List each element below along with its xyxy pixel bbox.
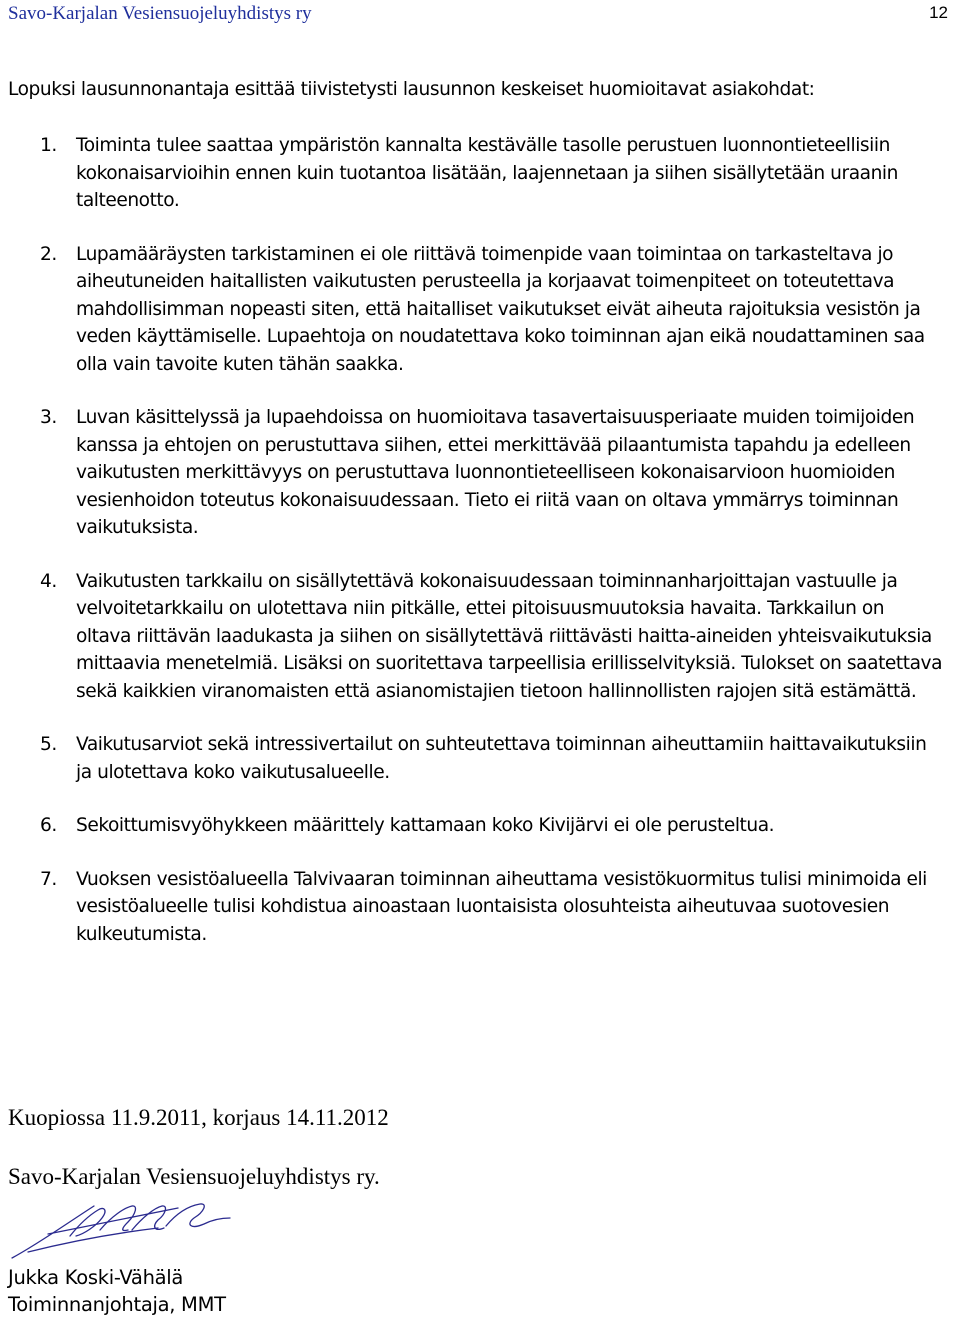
item-text: Luvan käsittelyssä ja lupaehdoissa on huomioitava tasavertaisuusperiaate muiden toimijoiden kanssa ja ehtojen on perustuttava siihen, ettei merkittävää pilaantumista tapahdu ja edelleen vaikutusten merkittävyys on perustuttava luonnontieteelliseen kokonaisarvioon huomioiden vesienhoidon toteutus kokonaisuudessaan. Tieto ei riitä vaan on oltava ymmärrys toiminnan vaikutuksista. [76, 407, 915, 538]
item-text: Lupamääräysten tarkistaminen ei ole riittävä toimenpide vaan toimintaa on tarkasteltava jo aiheutuneiden haitallisten vaikutusten perusteella ja korjaavat toimenpiteet on toteutettava mahdollisimman nopeasti siten, että haitalliset vaikutukset eivät aiheuta rajoituksia vesistön ja veden käyttämiselle. Lupaehtoja on noudatettava koko toiminnan ajan eikä noudattaminen saa olla vain tavoite kuten tähän saakka. [76, 243, 925, 375]
item-number: 2. [40, 243, 57, 265]
header-org-name: Savo-Karjalan Vesiensuojeluyhdistys ry [8, 3, 312, 24]
item-number: 3. [40, 407, 57, 428]
signer-title: Toiminnanjohtaja, MMT [8, 1293, 226, 1316]
list-item [0, 404, 960, 542]
conclusion-list [0, 132, 960, 974]
item-number: 7. [40, 868, 57, 890]
item-number: 4. [40, 570, 57, 592]
page-header [8, 3, 948, 27]
item-text: Toiminta tulee saattaa ympäristön kannalta kestävälle tasolle perustuen luonnontieteellisiin kokonaisarvioihin ennen kuin tuotantoa lisätään, laajennetaan ja siihen sisällytetään uraanin talteenotto. [76, 135, 898, 211]
list-item [0, 866, 960, 949]
item-number: 6. [40, 815, 57, 836]
item-number: 5. [40, 734, 57, 755]
place-date: Kuopiossa 11.9.2011, korjaus 14.11.2012 [8, 1105, 389, 1130]
item-text: Vaikutusarviot sekä intressivertailut on suhteutettava toiminnan aiheuttamiin haittavaikutuksiin ja ulotettava koko vaikutusalueelle. [76, 734, 927, 783]
list-item [0, 568, 960, 706]
item-text: Sekoittumisvyöhykkeen määrittely kattamaan koko Kivijärvi ei ole perusteltua. [76, 815, 775, 836]
intro-paragraph: Lopuksi lausunnonantaja esittää tiivistetysti lausunnon keskeiset huomioitavat asiakohdat: [8, 79, 815, 100]
signer-name: Jukka Koski-Vähälä [8, 1266, 184, 1289]
list-item [0, 132, 960, 215]
handwritten-signature [8, 1196, 238, 1264]
closing-organization: Savo-Karjalan Vesiensuojeluyhdistys ry. [8, 1164, 380, 1189]
list-item [0, 731, 960, 786]
item-number: 1. [40, 135, 57, 156]
item-text: Vaikutusten tarkkailu on sisällytettävä kokonaisuudessaan toiminnanharjoittajan vastuulle ja velvoitetarkkailu on ulotettava niin pitkälle, ettei pitoisuusmuutoksia havaita. Tarkkailun on oltava riittävän laadukasta ja siihen on sisällytettävä riittävästi haitta-aineiden yhteisvaikutuksia mittaavia menetelmiä. Lisäksi on suoritettava tarpeellisia erillisselvityksiä. Tulokset on saatettava sekä kaikkien viranomaisten että asianomistajien tietoon hallinnollisten rajojen sitä estämättä. [76, 570, 943, 702]
list-item [0, 812, 960, 840]
item-text: Vuoksen vesistöalueella Talvivaaran toiminnan aiheuttama vesistökuormitus tulisi minimoida eli vesistöalueelle tulisi kohdistua ainoastaan luontaisista olosuhteista aiheutuvaa suotovesien kulkeutumista. [76, 868, 927, 945]
page-number: 12 [929, 3, 948, 22]
list-item [0, 241, 960, 379]
